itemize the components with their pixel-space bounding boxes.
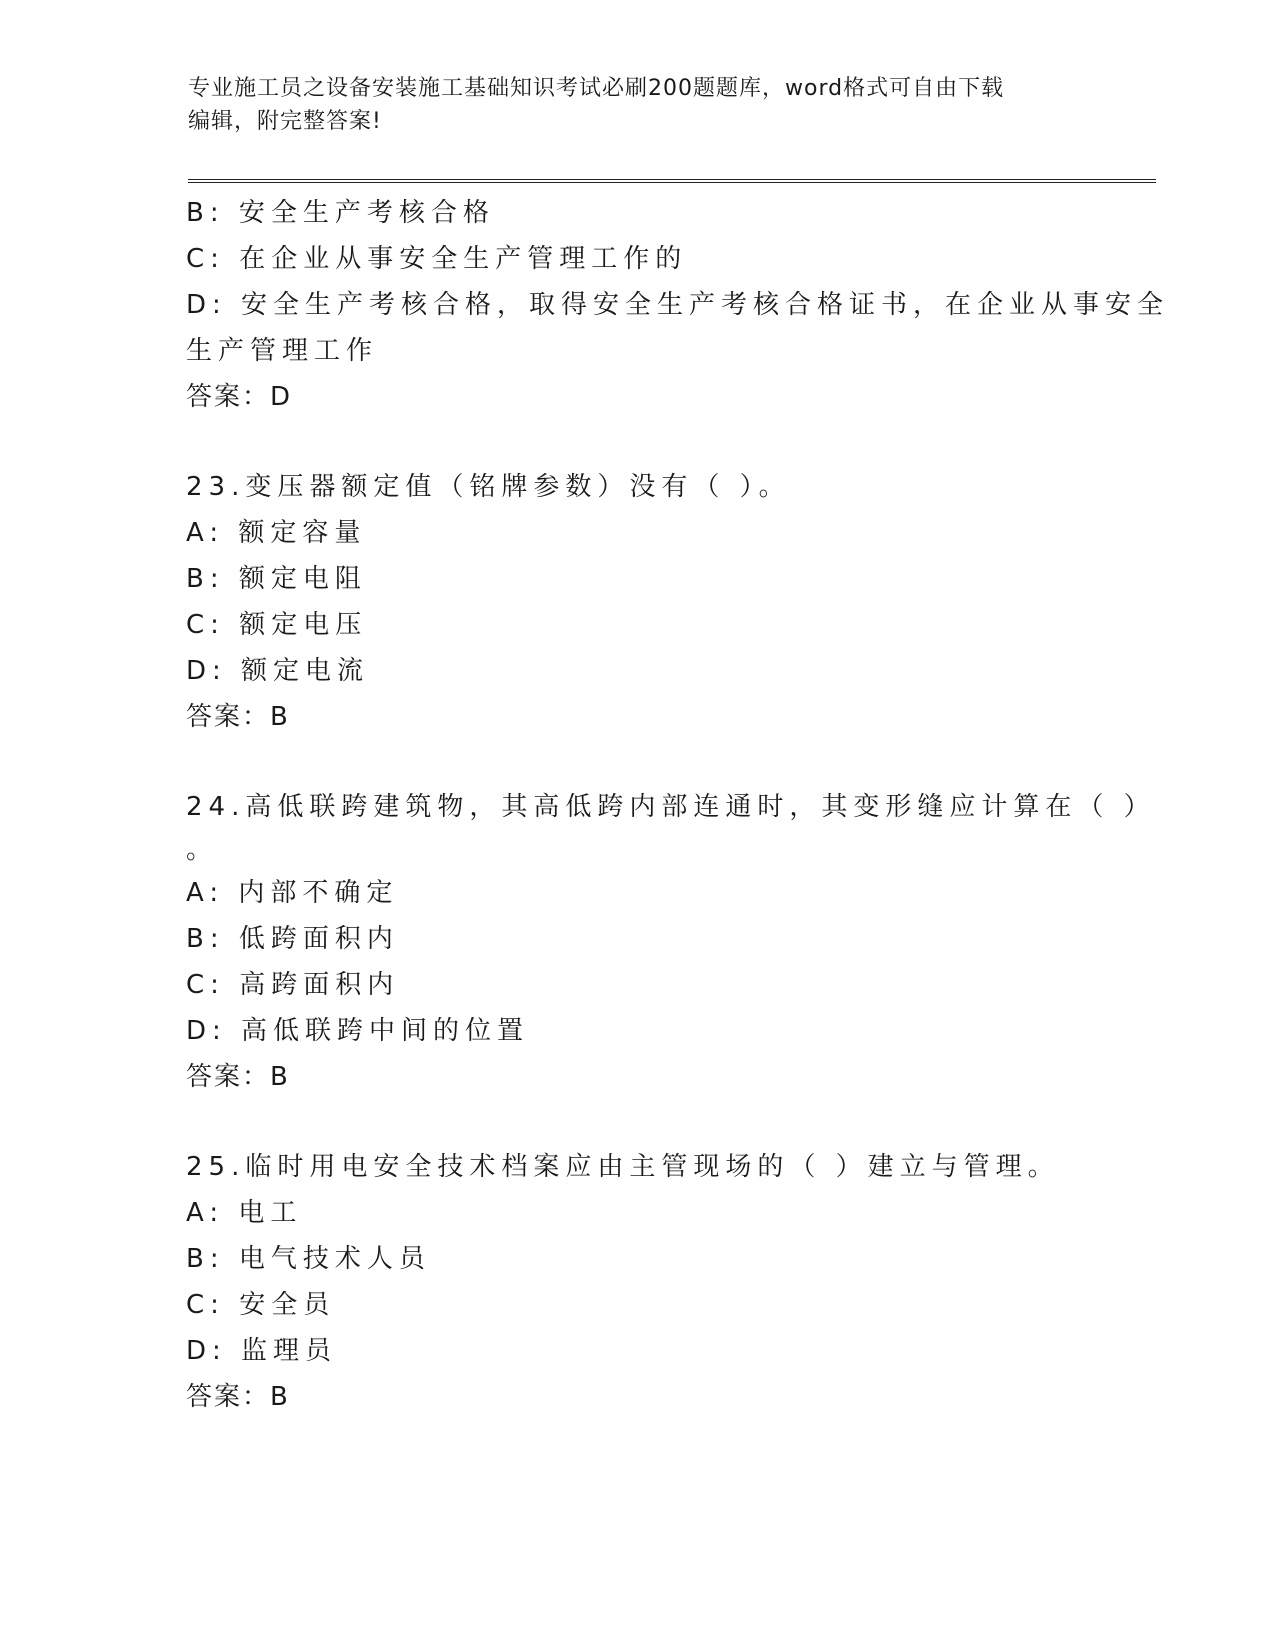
option-d (186, 1328, 1086, 1374)
header-divider (188, 179, 1156, 183)
option-text: 监理员 (241, 1336, 338, 1366)
question-stem: 23.变压器额定值（铭牌参数）没有（ ）。 (186, 472, 791, 502)
question-continued (186, 190, 1170, 420)
answer-label: 答案： (186, 1382, 271, 1412)
option-label: C: (186, 1290, 225, 1320)
option-a (186, 1190, 1086, 1236)
document-body (186, 190, 1170, 1464)
option-text: 低跨面积内 (238, 924, 399, 954)
question-23 (186, 464, 1086, 740)
question-stem-tail: 。 (186, 835, 213, 865)
option-label: B: (186, 198, 225, 228)
answer-label: 答案： (186, 702, 271, 732)
question-25 (186, 1144, 1086, 1420)
option-text: 高跨面积内 (239, 970, 400, 1000)
option-c (186, 962, 1086, 1008)
answer-line (186, 374, 1086, 420)
answer-value: B (270, 1382, 290, 1412)
option-text: 电气技术人员 (238, 1244, 431, 1274)
question-stem: 25.临时用电安全技术档案应由主管现场的（ ）建立与管理。 (186, 1152, 1060, 1182)
option-text: 在企业从事安全生产管理工作的 (239, 244, 688, 274)
option-d (186, 648, 1086, 694)
answer-label: 答案： (186, 1062, 271, 1092)
option-a (186, 870, 1086, 916)
option-label: D: (186, 656, 227, 686)
option-label: D: (186, 1016, 227, 1046)
option-d-continuation: 生产管理工作 (186, 336, 379, 366)
answer-line (186, 1374, 1086, 1420)
option-label: B: (186, 564, 225, 594)
answer-line (186, 1054, 1086, 1100)
option-text: 额定电流 (241, 656, 370, 686)
option-text: 额定电阻 (238, 564, 367, 594)
option-text: 高低联跨中间的位置 (241, 1016, 530, 1046)
option-c (186, 602, 1086, 648)
option-b (186, 556, 1086, 602)
option-label: C: (186, 610, 225, 640)
option-label: A: (186, 1198, 225, 1228)
option-c (186, 1282, 1086, 1328)
option-text: 额定电压 (239, 610, 368, 640)
answer-value: B (270, 702, 290, 732)
option-a (186, 510, 1086, 556)
option-label: B: (186, 924, 225, 954)
question-24 (186, 784, 1156, 1100)
option-label: A: (186, 518, 225, 548)
option-text: 额定容量 (238, 518, 367, 548)
question-stem: 24.高低联跨建筑物，其高低跨内部连通时，其变形缝应计算在（ ） (186, 792, 1156, 822)
option-text: 安全生产考核合格，取得安全生产考核合格证书，在企业从事安全 (241, 290, 1170, 320)
option-label: B: (186, 1244, 225, 1274)
option-b (186, 1236, 1086, 1282)
option-label: C: (186, 970, 225, 1000)
option-d (186, 282, 1170, 328)
option-text: 电工 (238, 1198, 303, 1228)
option-label: D: (186, 290, 227, 320)
answer-value: D (270, 382, 293, 412)
answer-label: 答案： (186, 382, 271, 412)
option-b (186, 190, 1086, 236)
answer-line (186, 694, 1086, 740)
header-title-line-1: 专业施工员之设备安装施工基础知识考试必刷200题题库，word格式可自由下载 (188, 76, 1005, 101)
document-header (188, 72, 1088, 138)
option-label: C: (186, 244, 225, 274)
option-text: 安全员 (239, 1290, 336, 1320)
option-text: 安全生产考核合格 (238, 198, 495, 228)
answer-value: B (270, 1062, 290, 1092)
option-label: A: (186, 878, 225, 908)
header-title-line-2: 编辑，附完整答案! (188, 109, 382, 134)
option-text: 内部不确定 (238, 878, 399, 908)
option-d (186, 1008, 1086, 1054)
option-label: D: (186, 1336, 227, 1366)
option-b (186, 916, 1086, 962)
option-c (186, 236, 1086, 282)
